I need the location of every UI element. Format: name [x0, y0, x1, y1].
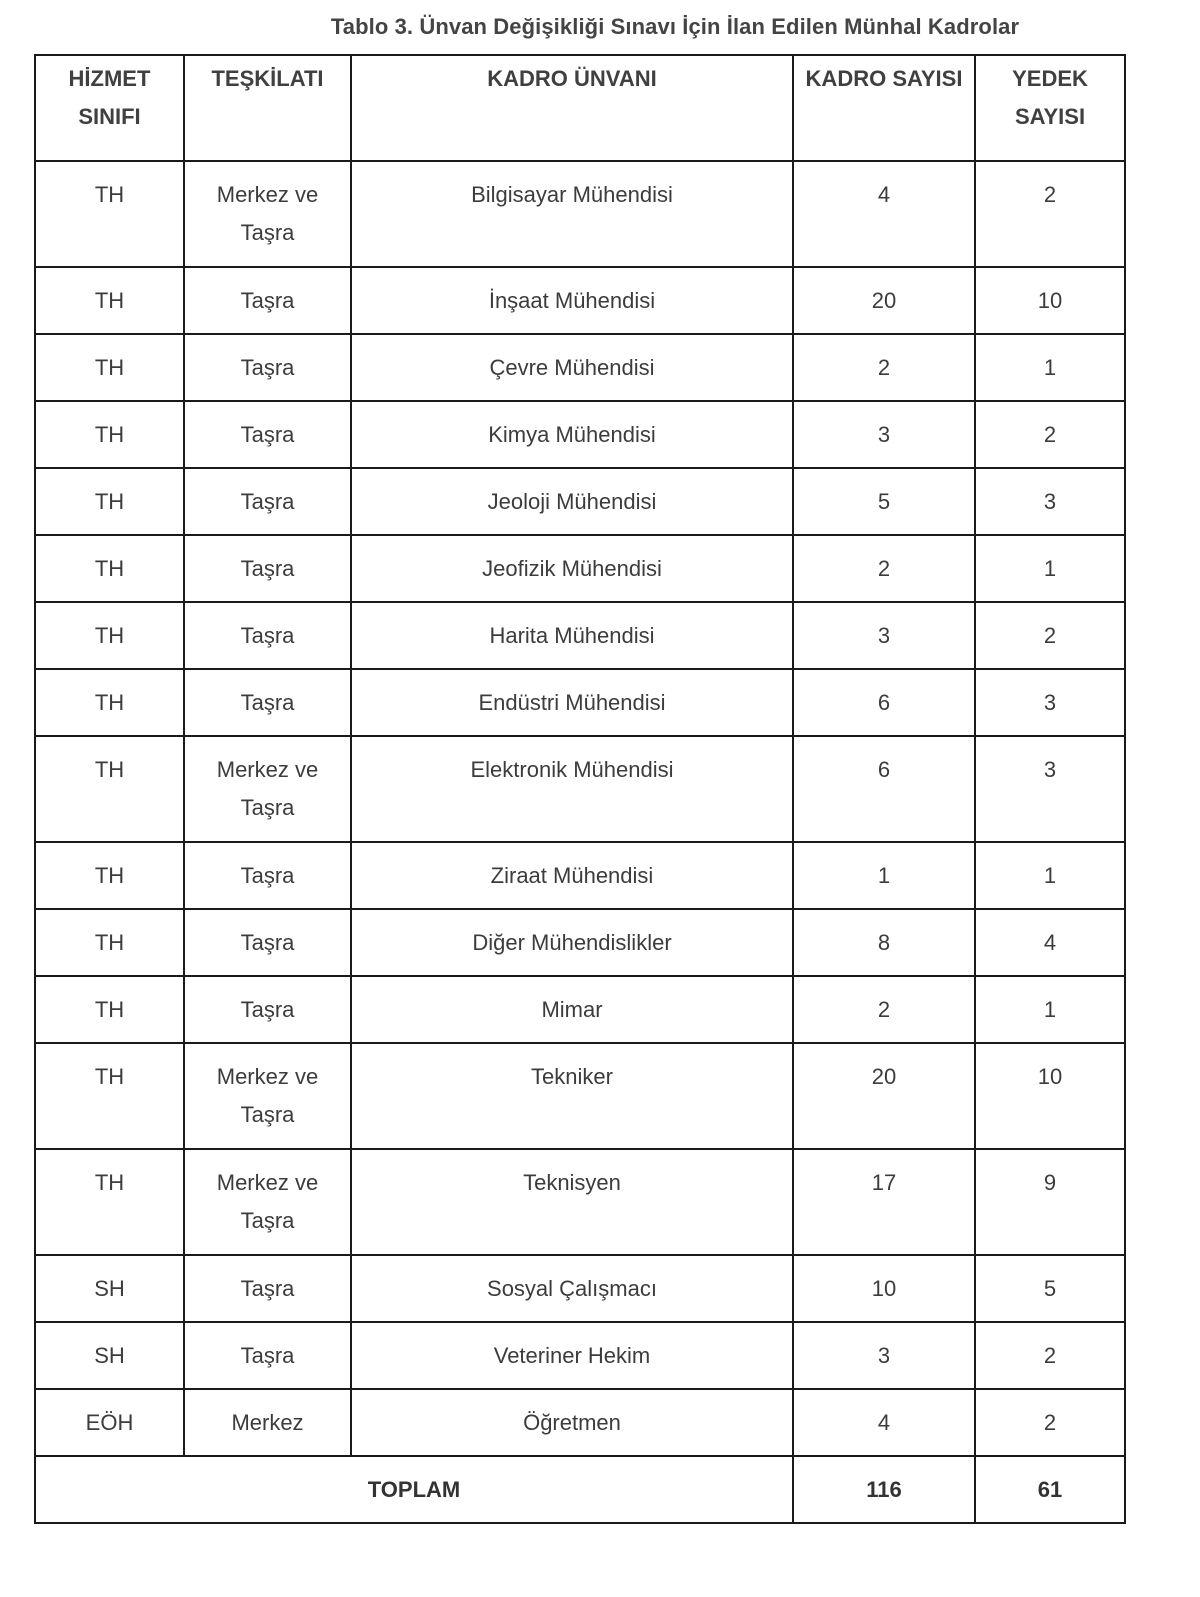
cell-teskilati: Merkez ve Taşra	[184, 1043, 351, 1149]
cell-kadro-unvani: Harita Mühendisi	[351, 602, 793, 669]
cell-hizmet-sinifi: TH	[35, 401, 184, 468]
cell-kadro-unvani: Elektronik Mühendisi	[351, 736, 793, 842]
cell-yedek-sayisi: 9	[975, 1149, 1125, 1255]
cell-kadro-sayisi: 1	[793, 842, 975, 909]
cell-kadro-unvani: İnşaat Mühendisi	[351, 267, 793, 334]
cell-hizmet-sinifi: TH	[35, 1043, 184, 1149]
cell-teskilati: Merkez ve Taşra	[184, 736, 351, 842]
table-row	[35, 976, 1125, 1043]
cell-yedek-sayisi: 2	[975, 161, 1125, 267]
table-row	[35, 468, 1125, 535]
cell-hizmet-sinifi: TH	[35, 602, 184, 669]
table-row	[35, 602, 1125, 669]
total-kadro: 116	[793, 1456, 975, 1523]
cell-kadro-unvani: Jeofizik Mühendisi	[351, 535, 793, 602]
cell-kadro-sayisi: 10	[793, 1255, 975, 1322]
cell-yedek-sayisi: 1	[975, 334, 1125, 401]
cell-kadro-unvani: Mimar	[351, 976, 793, 1043]
cell-hizmet-sinifi: TH	[35, 1149, 184, 1255]
cell-teskilati: Taşra	[184, 267, 351, 334]
cell-teskilati: Taşra	[184, 535, 351, 602]
table-row	[35, 334, 1125, 401]
table-row	[35, 1322, 1125, 1389]
cell-kadro-sayisi: 6	[793, 669, 975, 736]
cell-yedek-sayisi: 5	[975, 1255, 1125, 1322]
cell-hizmet-sinifi: TH	[35, 842, 184, 909]
cell-teskilati: Taşra	[184, 1322, 351, 1389]
table-row	[35, 669, 1125, 736]
cell-kadro-unvani: Sosyal Çalışmacı	[351, 1255, 793, 1322]
cell-kadro-unvani: Teknisyen	[351, 1149, 793, 1255]
cell-kadro-sayisi: 5	[793, 468, 975, 535]
cell-teskilati: Taşra	[184, 602, 351, 669]
cell-kadro-sayisi: 4	[793, 1389, 975, 1456]
cell-yedek-sayisi: 10	[975, 267, 1125, 334]
header-hizmet-sinifi: HİZMET SINIFI	[35, 55, 184, 161]
cell-teskilati: Taşra	[184, 976, 351, 1043]
cell-yedek-sayisi: 4	[975, 909, 1125, 976]
cell-yedek-sayisi: 1	[975, 535, 1125, 602]
table-row	[35, 161, 1125, 267]
cell-kadro-sayisi: 2	[793, 334, 975, 401]
cell-yedek-sayisi: 2	[975, 1389, 1125, 1456]
table-row	[35, 1149, 1125, 1255]
cell-teskilati: Merkez ve Taşra	[184, 1149, 351, 1255]
cell-kadro-unvani: Bilgisayar Mühendisi	[351, 161, 793, 267]
cell-hizmet-sinifi: TH	[35, 267, 184, 334]
cell-yedek-sayisi: 1	[975, 976, 1125, 1043]
cell-hizmet-sinifi: TH	[35, 468, 184, 535]
cell-hizmet-sinifi: EÖH	[35, 1389, 184, 1456]
table-body	[35, 161, 1125, 1456]
vacancy-table	[34, 54, 1126, 1524]
cell-yedek-sayisi: 3	[975, 669, 1125, 736]
cell-kadro-unvani: Veteriner Hekim	[351, 1322, 793, 1389]
table-row	[35, 1043, 1125, 1149]
cell-teskilati: Taşra	[184, 842, 351, 909]
cell-teskilati: Merkez ve Taşra	[184, 161, 351, 267]
cell-kadro-sayisi: 3	[793, 401, 975, 468]
cell-teskilati: Taşra	[184, 669, 351, 736]
table-row	[35, 909, 1125, 976]
cell-kadro-unvani: Tekniker	[351, 1043, 793, 1149]
cell-hizmet-sinifi: TH	[35, 161, 184, 267]
cell-hizmet-sinifi: TH	[35, 909, 184, 976]
table-header-row	[35, 55, 1125, 161]
cell-yedek-sayisi: 3	[975, 468, 1125, 535]
cell-kadro-sayisi: 20	[793, 267, 975, 334]
header-yedek-sayisi: YEDEK SAYISI	[975, 55, 1125, 161]
cell-kadro-sayisi: 8	[793, 909, 975, 976]
cell-kadro-unvani: Ziraat Mühendisi	[351, 842, 793, 909]
cell-teskilati: Taşra	[184, 468, 351, 535]
cell-hizmet-sinifi: SH	[35, 1255, 184, 1322]
table-row	[35, 401, 1125, 468]
total-yedek: 61	[975, 1456, 1125, 1523]
total-row	[35, 1456, 1125, 1523]
cell-kadro-sayisi: 4	[793, 161, 975, 267]
header-kadro-sayisi: KADRO SAYISI	[793, 55, 975, 161]
cell-yedek-sayisi: 10	[975, 1043, 1125, 1149]
table-row	[35, 535, 1125, 602]
header-teskilati: TEŞKİLATI	[184, 55, 351, 161]
cell-hizmet-sinifi: TH	[35, 669, 184, 736]
table-row	[35, 267, 1125, 334]
cell-kadro-sayisi: 2	[793, 535, 975, 602]
table-caption: Tablo 3. Ünvan Değişikliği Sınavı İçin İlan Edilen Münhal Kadrolar	[330, 14, 1020, 39]
cell-yedek-sayisi: 1	[975, 842, 1125, 909]
table-row	[35, 842, 1125, 909]
cell-yedek-sayisi: 3	[975, 736, 1125, 842]
cell-kadro-unvani: Jeoloji Mühendisi	[351, 468, 793, 535]
cell-hizmet-sinifi: TH	[35, 535, 184, 602]
cell-teskilati: Taşra	[184, 401, 351, 468]
cell-kadro-sayisi: 17	[793, 1149, 975, 1255]
cell-hizmet-sinifi: TH	[35, 976, 184, 1043]
cell-hizmet-sinifi: TH	[35, 334, 184, 401]
cell-kadro-sayisi: 20	[793, 1043, 975, 1149]
cell-teskilati: Taşra	[184, 1255, 351, 1322]
total-label: TOPLAM	[35, 1456, 793, 1523]
cell-kadro-sayisi: 3	[793, 1322, 975, 1389]
cell-kadro-sayisi: 3	[793, 602, 975, 669]
header-kadro-unvani: KADRO ÜNVANI	[351, 55, 793, 161]
cell-yedek-sayisi: 2	[975, 401, 1125, 468]
cell-teskilati: Taşra	[184, 334, 351, 401]
cell-yedek-sayisi: 2	[975, 1322, 1125, 1389]
cell-hizmet-sinifi: TH	[35, 736, 184, 842]
cell-hizmet-sinifi: SH	[35, 1322, 184, 1389]
cell-teskilati: Taşra	[184, 909, 351, 976]
cell-kadro-unvani: Diğer Mühendislikler	[351, 909, 793, 976]
table-row	[35, 736, 1125, 842]
cell-kadro-unvani: Çevre Mühendisi	[351, 334, 793, 401]
cell-kadro-sayisi: 2	[793, 976, 975, 1043]
cell-kadro-sayisi: 6	[793, 736, 975, 842]
cell-kadro-unvani: Endüstri Mühendisi	[351, 669, 793, 736]
cell-yedek-sayisi: 2	[975, 602, 1125, 669]
cell-kadro-unvani: Öğretmen	[351, 1389, 793, 1456]
table-row	[35, 1255, 1125, 1322]
table-row	[35, 1389, 1125, 1456]
cell-kadro-unvani: Kimya Mühendisi	[351, 401, 793, 468]
cell-teskilati: Merkez	[184, 1389, 351, 1456]
